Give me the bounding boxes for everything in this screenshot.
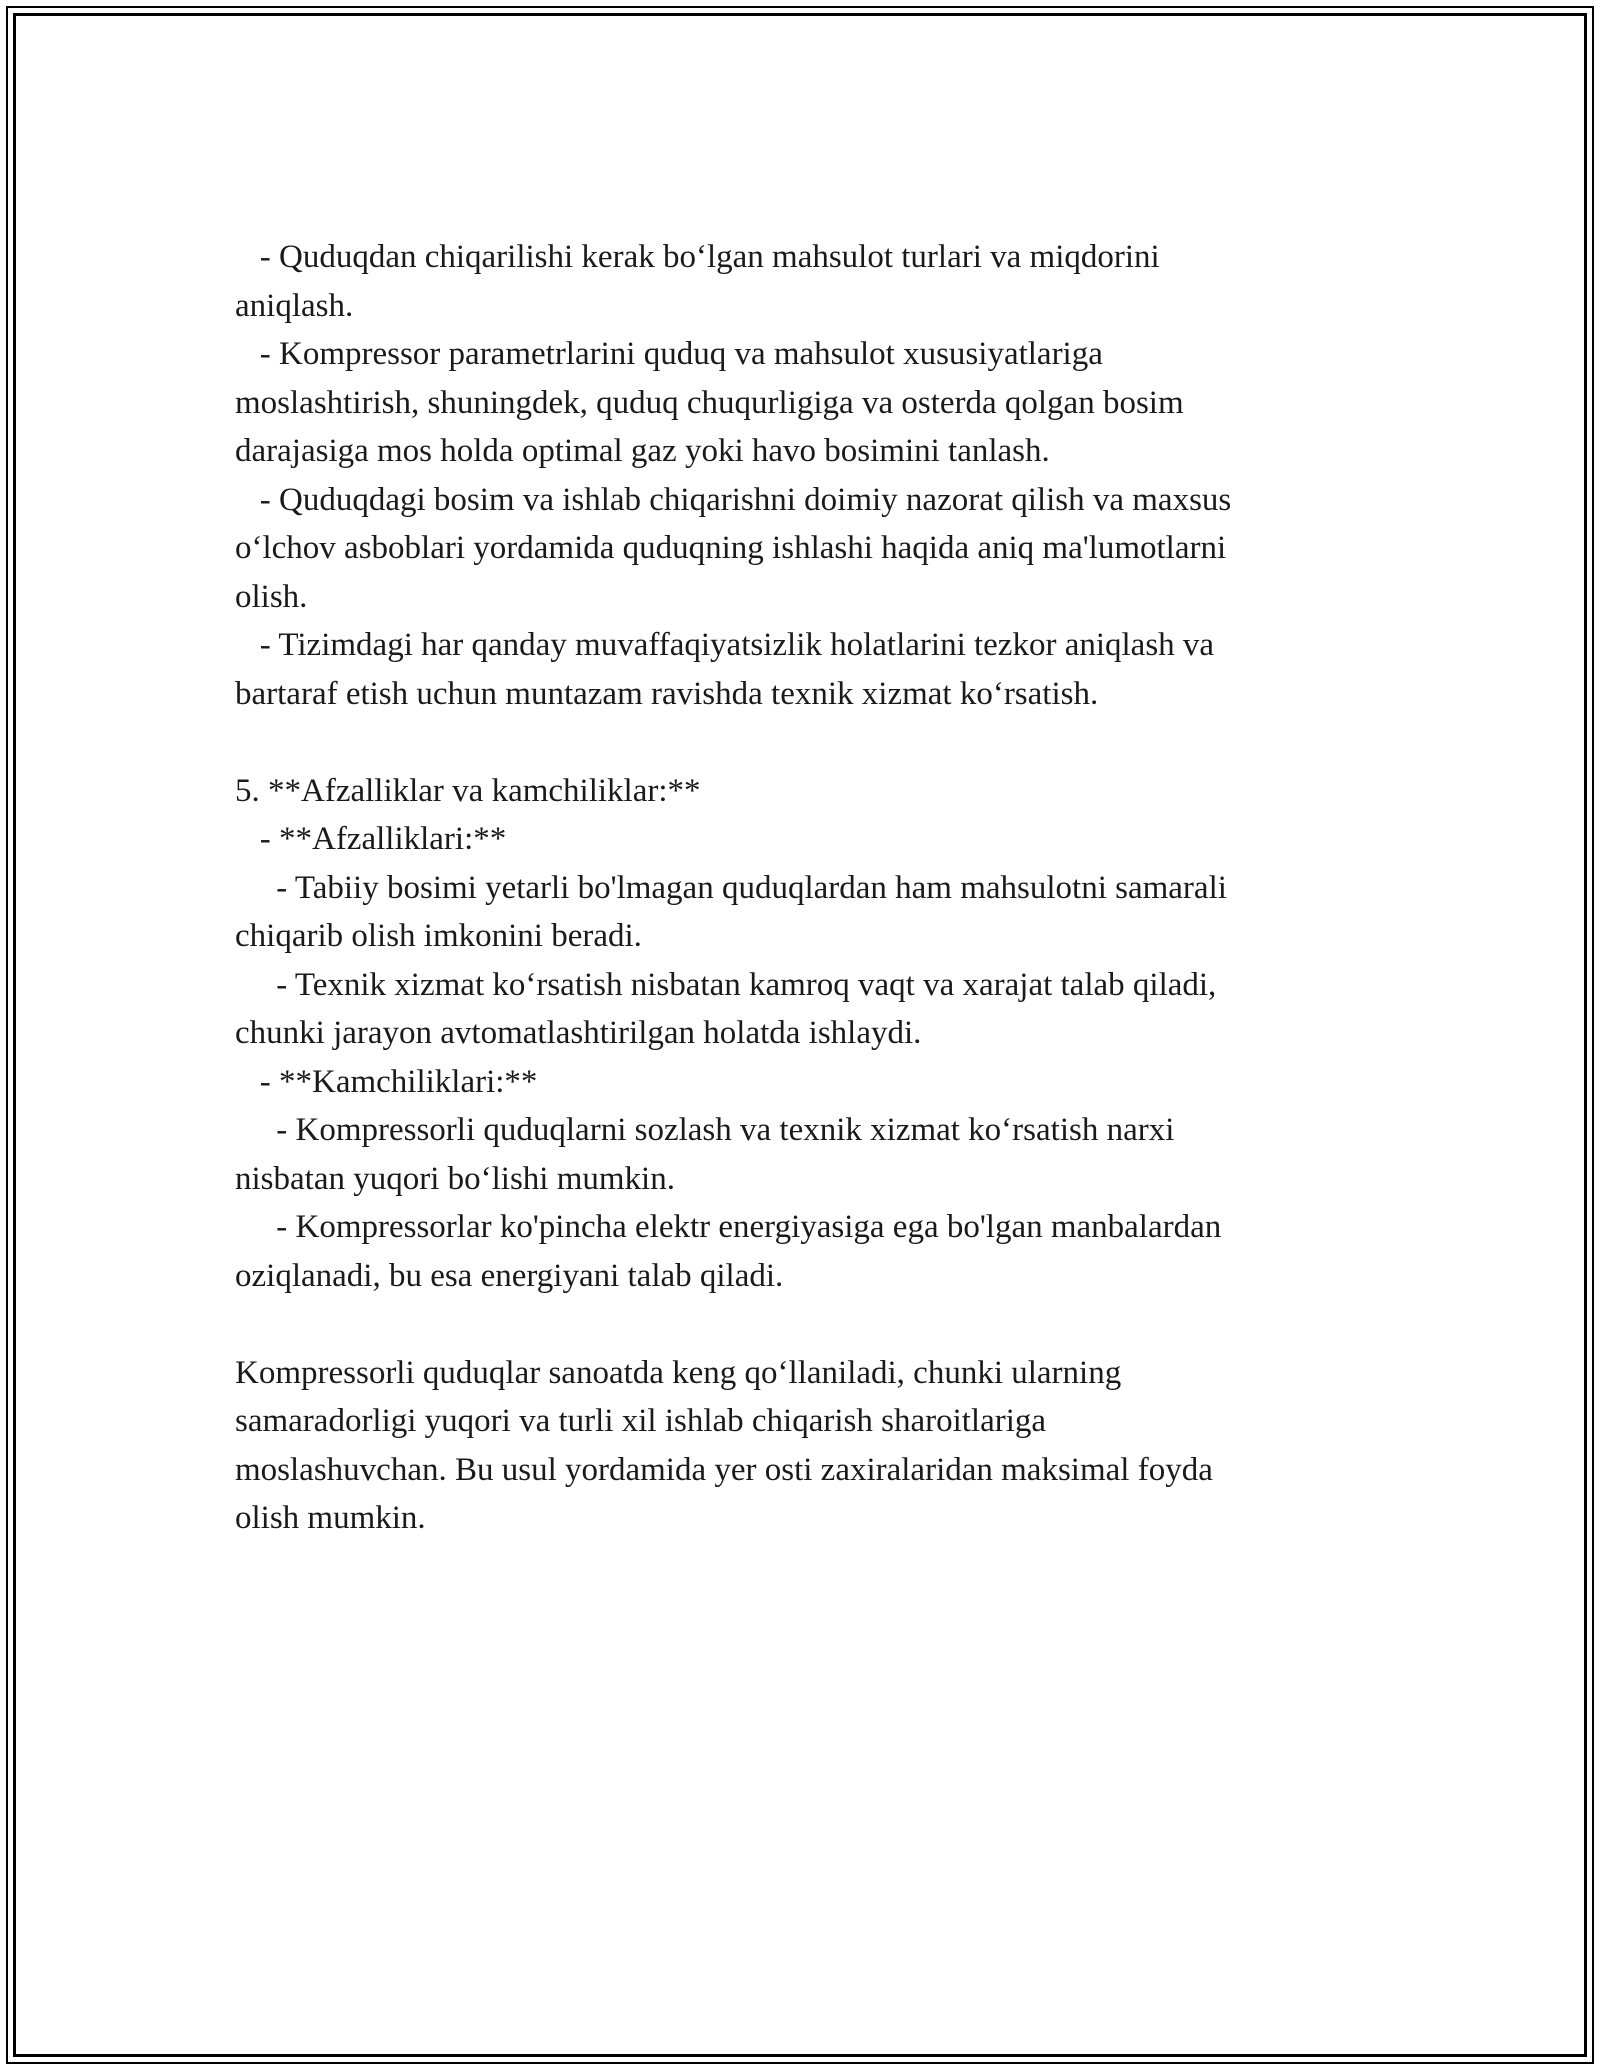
- text-line: o‘lchov asboblari yordamida quduqning ishlashi haqida aniq ma'lumotlarni: [235, 530, 1227, 566]
- text-line: - Tabiiy bosimi yetarli bo'lmagan quduqlardan ham mahsulotni samarali: [235, 869, 1227, 906]
- text-line: oziqlanadi, bu esa energiyani talab qiladi.: [235, 1257, 784, 1294]
- conclusion-line: Kompressorli quduqlar sanoatda keng qo‘llaniladi, chunki ularning: [235, 1354, 1122, 1391]
- section-heading: 5. **Afzalliklar va kamchiliklar:**: [235, 772, 701, 809]
- text-line: - Quduqdan chiqarilishi kerak bo‘lgan mahsulot turlari va miqdorini: [235, 239, 1160, 275]
- blank-line: [235, 718, 1365, 767]
- text-line: nisbatan yuqori bo‘lishi mumkin.: [235, 1160, 675, 1197]
- text-line: darajasiga mos holda optimal gaz yoki havo bosimini tanlash.: [235, 433, 1050, 469]
- conclusion-line: olish mumkin.: [235, 1500, 426, 1536]
- text-line: - Texnik xizmat ko‘rsatish nisbatan kamroq vaqt va xarajat talab qiladi,: [235, 966, 1217, 1003]
- conclusion-line: moslashuvchan. Bu usul yordamida yer osti zaxiralaridan maksimal foyda: [235, 1451, 1213, 1488]
- text-line: - Kompressorli quduqlarni sozlash va texnik xizmat ko‘rsatish narxi: [235, 1112, 1175, 1148]
- text-line: chunki jarayon avtomatlashtirilgan holatda ishlaydi.: [235, 1015, 922, 1051]
- text-line: aniqlash.: [235, 287, 354, 324]
- text-line: olish.: [235, 578, 308, 615]
- subheading-disadvantages: - **Kamchiliklari:**: [235, 1063, 538, 1100]
- conclusion-line: samaradorligi yuqori va turli xil ishlab chiqarish sharoitlariga: [235, 1403, 1047, 1439]
- text-line: - Kompressorlar ko'pincha elektr energiyasiga ega bo'lgan manbalardan: [235, 1209, 1222, 1245]
- subheading-advantages: - **Afzalliklari:**: [235, 821, 507, 857]
- text-line: - Tizimdagi har qanday muvaffaqiyatsizlik holatlarini tezkor aniqlash va: [235, 627, 1215, 663]
- document-body: [235, 233, 1365, 1543]
- text-line: - Kompressor parametrlarini quduq va mahsulot xususiyatlariga: [235, 336, 1103, 372]
- text-line: chiqarib olish imkonini beradi.: [235, 918, 642, 954]
- text-line: bartaraf etish uchun muntazam ravishda texnik xizmat ko‘rsatish.: [235, 675, 1099, 712]
- text-line: - Quduqdagi bosim va ishlab chiqarishni doimiy nazorat qilish va maxsus: [235, 481, 1232, 518]
- blank-line: [235, 1300, 1365, 1349]
- text-line: moslashtirish, shuningdek, quduq chuqurligiga va osterda qolgan bosim: [235, 384, 1184, 421]
